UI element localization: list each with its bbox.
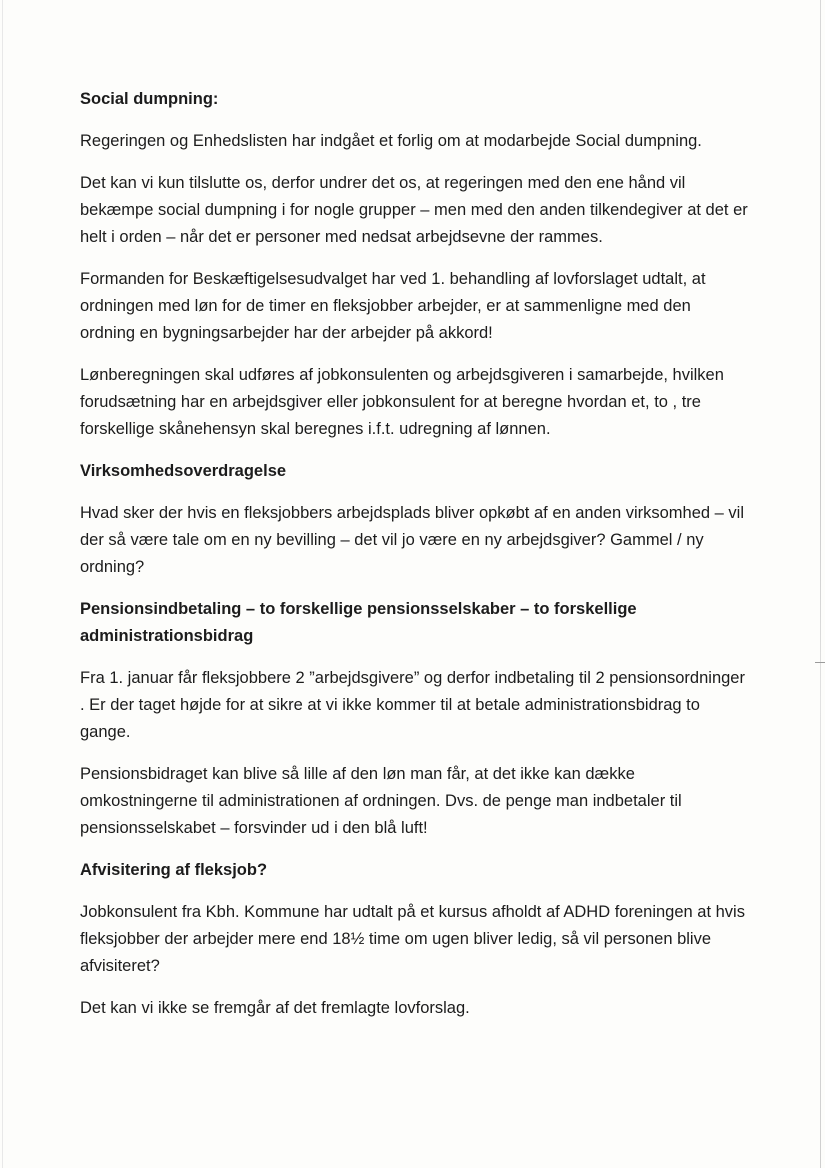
paragraph: Fra 1. januar får fleksjobbere 2 ”arbejdsgivere” og derfor indbetaling til 2 pensionsordninger . Er der taget højde for at sikre at vi ikke kommer til at betale administrationsbidrag to gange.	[80, 669, 745, 741]
section-heading-social-dumpning: Social dumpning:	[80, 90, 219, 108]
document-body	[80, 86, 750, 1037]
scan-mark	[815, 662, 825, 663]
paragraph: Regeringen og Enhedslisten har indgået et forlig om at modarbejde Social dumpning.	[80, 132, 702, 150]
scan-edge-right	[820, 0, 821, 1168]
paragraph: Lønberegningen skal udføres af jobkonsulenten og arbejdsgiveren i samarbejde, hvilken forudsætning har en arbejdsgiver eller jobkonsulent for at beregne hvordan et, to , tre forskellige skånehensyn skal beregnes i.f.t. udregning af lønnen.	[80, 366, 724, 438]
paragraph: Pensionsbidraget kan blive så lille af den løn man får, at det ikke kan dække omkostningerne til administrationen af ordningen. Dvs. de penge man indbetaler til pensionsselskabet – forsvinder ud i den blå luft!	[80, 765, 682, 837]
paragraph: Det kan vi kun tilslutte os, derfor undrer det os, at regeringen med den ene hånd vil bekæmpe social dumpning i for nogle grupper – men med den anden tilkendegiver at det er helt i orden – når det er personer med nedsat arbejdsevne der rammes.	[80, 174, 748, 246]
paragraph: Hvad sker der hvis en fleksjobbers arbejdsplads bliver opkøbt af en anden virksomhed – vil der så være tale om en ny bevilling – det vil jo være en ny arbejdsgiver? Gammel / ny ordning?	[80, 504, 745, 576]
paragraph: Jobkonsulent fra Kbh. Kommune har udtalt på et kursus afholdt af ADHD foreningen at hvis fleksjobber der arbejder mere end 18½ time om ugen bliver ledig, så vil personen blive afvisiteret?	[80, 903, 745, 975]
paragraph: Det kan vi ikke se fremgår af det fremlagte lovforslag.	[80, 999, 470, 1017]
section-heading-virksomhedsoverdragelse: Virksomhedsoverdragelse	[80, 462, 287, 480]
section-heading-pensionsindbetaling: Pensionsindbetaling – to forskellige pensionsselskaber – to forskellige administrationsbidrag	[80, 600, 637, 645]
paragraph: Formanden for Beskæftigelsesudvalget har ved 1. behandling af lovforslaget udtalt, at ordningen med løn for de timer en fleksjobber arbejder, er at sammenligne med den ordning en bygningsarbejder har der arbejder på akkord!	[80, 270, 706, 342]
section-heading-afvisitering: Afvisitering af fleksjob?	[80, 861, 268, 879]
scan-edge-left	[2, 0, 3, 1168]
